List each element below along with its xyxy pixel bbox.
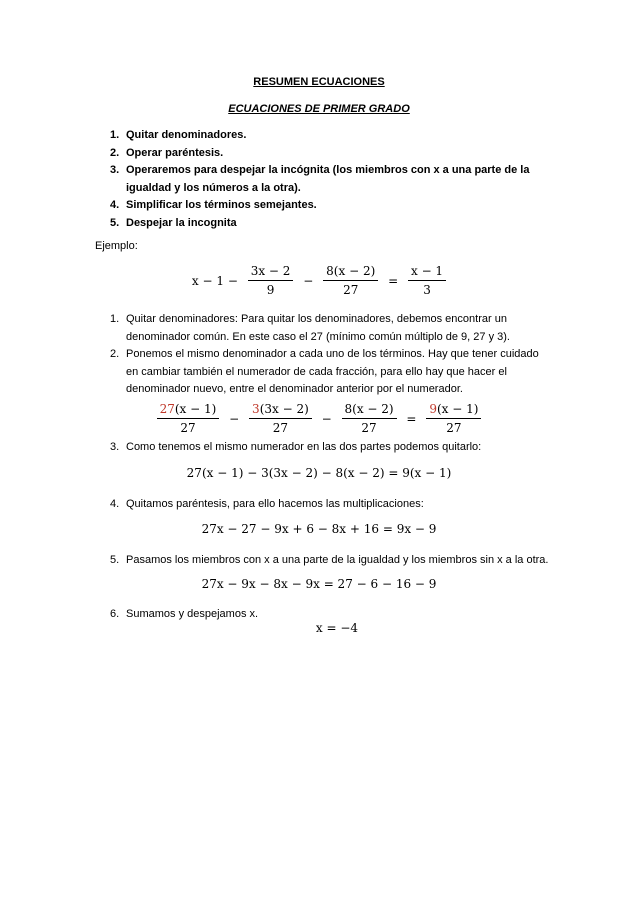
steps-list bbox=[110, 127, 550, 232]
fraction-numerator: 8(x − 2) bbox=[342, 402, 397, 419]
fraction-numerator: x − 1 bbox=[408, 264, 446, 281]
fraction-2 bbox=[323, 264, 378, 297]
fraction-denominator: 9 bbox=[266, 283, 275, 297]
fraction-term-2 bbox=[249, 402, 312, 435]
fraction-term-3 bbox=[342, 402, 397, 435]
explanation-item bbox=[110, 346, 550, 399]
explanation-item bbox=[110, 311, 550, 346]
explanation-block-5 bbox=[110, 552, 550, 570]
step-number: 2. bbox=[110, 146, 120, 159]
explanation-number: 3. bbox=[110, 441, 120, 453]
equation-step-5: 27x − 9x − 8x − 9x = 27 − 6 − 16 − 9 bbox=[201, 577, 437, 591]
fraction-numerator: 3x − 2 bbox=[248, 264, 294, 281]
explanation-text: Quitar denominadores: Para quitar los denominadores, debemos encontrar un denominador común. En este caso el 27 (mínimo común múltiplo de 9, 27 y 3). bbox=[126, 313, 510, 343]
operator-minus: − bbox=[229, 411, 240, 426]
fraction-term-4 bbox=[426, 402, 481, 435]
operator-equals: = bbox=[406, 411, 417, 426]
numerator-rest: (3x − 2) bbox=[259, 402, 309, 416]
step-item bbox=[110, 127, 550, 145]
operator-minus: − bbox=[303, 273, 314, 288]
fraction-denominator: 27 bbox=[446, 421, 462, 435]
step-number: 5. bbox=[110, 216, 120, 229]
step-number: 3. bbox=[110, 164, 120, 176]
example-label: Ejemplo: bbox=[95, 240, 138, 252]
explanation-item bbox=[110, 496, 550, 514]
step-item bbox=[110, 197, 550, 215]
explanation-number: 5. bbox=[110, 554, 120, 566]
fraction-denominator: 27 bbox=[343, 283, 359, 297]
highlight-coefficient: 27 bbox=[159, 402, 175, 416]
fraction-1 bbox=[248, 264, 294, 297]
explanation-block-4 bbox=[110, 496, 550, 514]
fraction-denominator: 27 bbox=[180, 421, 196, 435]
explanation-text: Ponemos el mismo denominador a cada uno de los términos. Hay que tener cuidado en cambiar también el numerador de cada fracción, para ello hay que hacer el denominador nuevo, entre el denominador anterior por el numerador. bbox=[126, 348, 539, 395]
operator-minus: − bbox=[321, 411, 332, 426]
step-text: Simplificar los términos semejantes. bbox=[126, 199, 317, 211]
step-text: Operar paréntesis. bbox=[126, 146, 224, 159]
step-item bbox=[110, 215, 550, 233]
operator-equals: = bbox=[388, 273, 399, 288]
document-title: RESUMEN ECUACIONES bbox=[253, 76, 385, 88]
common-denominator-equation bbox=[0, 402, 638, 435]
fraction-numerator: 8(x − 2) bbox=[323, 264, 378, 281]
explanation-number: 6. bbox=[110, 608, 120, 620]
fraction-numerator bbox=[426, 402, 481, 419]
explanation-number: 2. bbox=[110, 348, 120, 360]
step-text: Operaremos para despejar la incógnita (los miembros con x a una parte de la igualdad y los números a la otra). bbox=[126, 164, 530, 194]
equation-lead: x − 1 − bbox=[191, 273, 238, 288]
step-number: 1. bbox=[110, 129, 120, 141]
numerator-rest: (x − 1) bbox=[436, 402, 479, 416]
explanation-text: Quitamos paréntesis, para ello hacemos las multiplicaciones: bbox=[126, 498, 424, 510]
step-item bbox=[110, 162, 550, 197]
fraction-denominator: 27 bbox=[361, 421, 377, 435]
fraction-denominator: 3 bbox=[423, 283, 431, 297]
document-subtitle: ECUACIONES DE PRIMER GRADO bbox=[228, 103, 410, 115]
explanation-text: Pasamos los miembros con x a una parte de la igualdad y los miembros sin x a la otra. bbox=[126, 554, 549, 566]
equation-step-3: 27(x − 1) − 3(3x − 2) − 8(x − 2) = 9(x − 1) bbox=[186, 466, 452, 480]
highlight-coefficient: 9 bbox=[429, 402, 437, 416]
fraction-numerator bbox=[157, 402, 220, 419]
step-text: Despejar la incognita bbox=[126, 216, 237, 229]
highlight-coefficient: 3 bbox=[252, 402, 260, 416]
explanation-number: 4. bbox=[110, 498, 120, 510]
explanation-item bbox=[110, 439, 550, 457]
fraction-denominator: 27 bbox=[272, 421, 289, 435]
explanation-item bbox=[110, 552, 550, 570]
numerator-rest: (x − 1) bbox=[174, 402, 217, 416]
fraction-3 bbox=[408, 264, 446, 297]
equation-step-4: 27x − 27 − 9x + 6 − 8x + 16 = 9x − 9 bbox=[201, 522, 437, 536]
explanation-number: 1. bbox=[110, 313, 120, 325]
fraction-numerator bbox=[249, 402, 312, 419]
explanation-text: Sumamos y despejamos x. bbox=[126, 608, 259, 620]
step-item bbox=[110, 145, 550, 163]
explanation-text: Como tenemos el mismo numerador en las dos partes podemos quitarlo: bbox=[126, 441, 482, 453]
explanation-block-1 bbox=[110, 311, 550, 399]
step-text: Quitar denominadores. bbox=[126, 129, 247, 141]
step-number: 4. bbox=[110, 199, 120, 211]
explanation-block-3 bbox=[110, 439, 550, 457]
fraction-term-1 bbox=[157, 402, 220, 435]
main-equation bbox=[0, 264, 638, 297]
equation-step-6: x = −4 bbox=[315, 621, 359, 635]
